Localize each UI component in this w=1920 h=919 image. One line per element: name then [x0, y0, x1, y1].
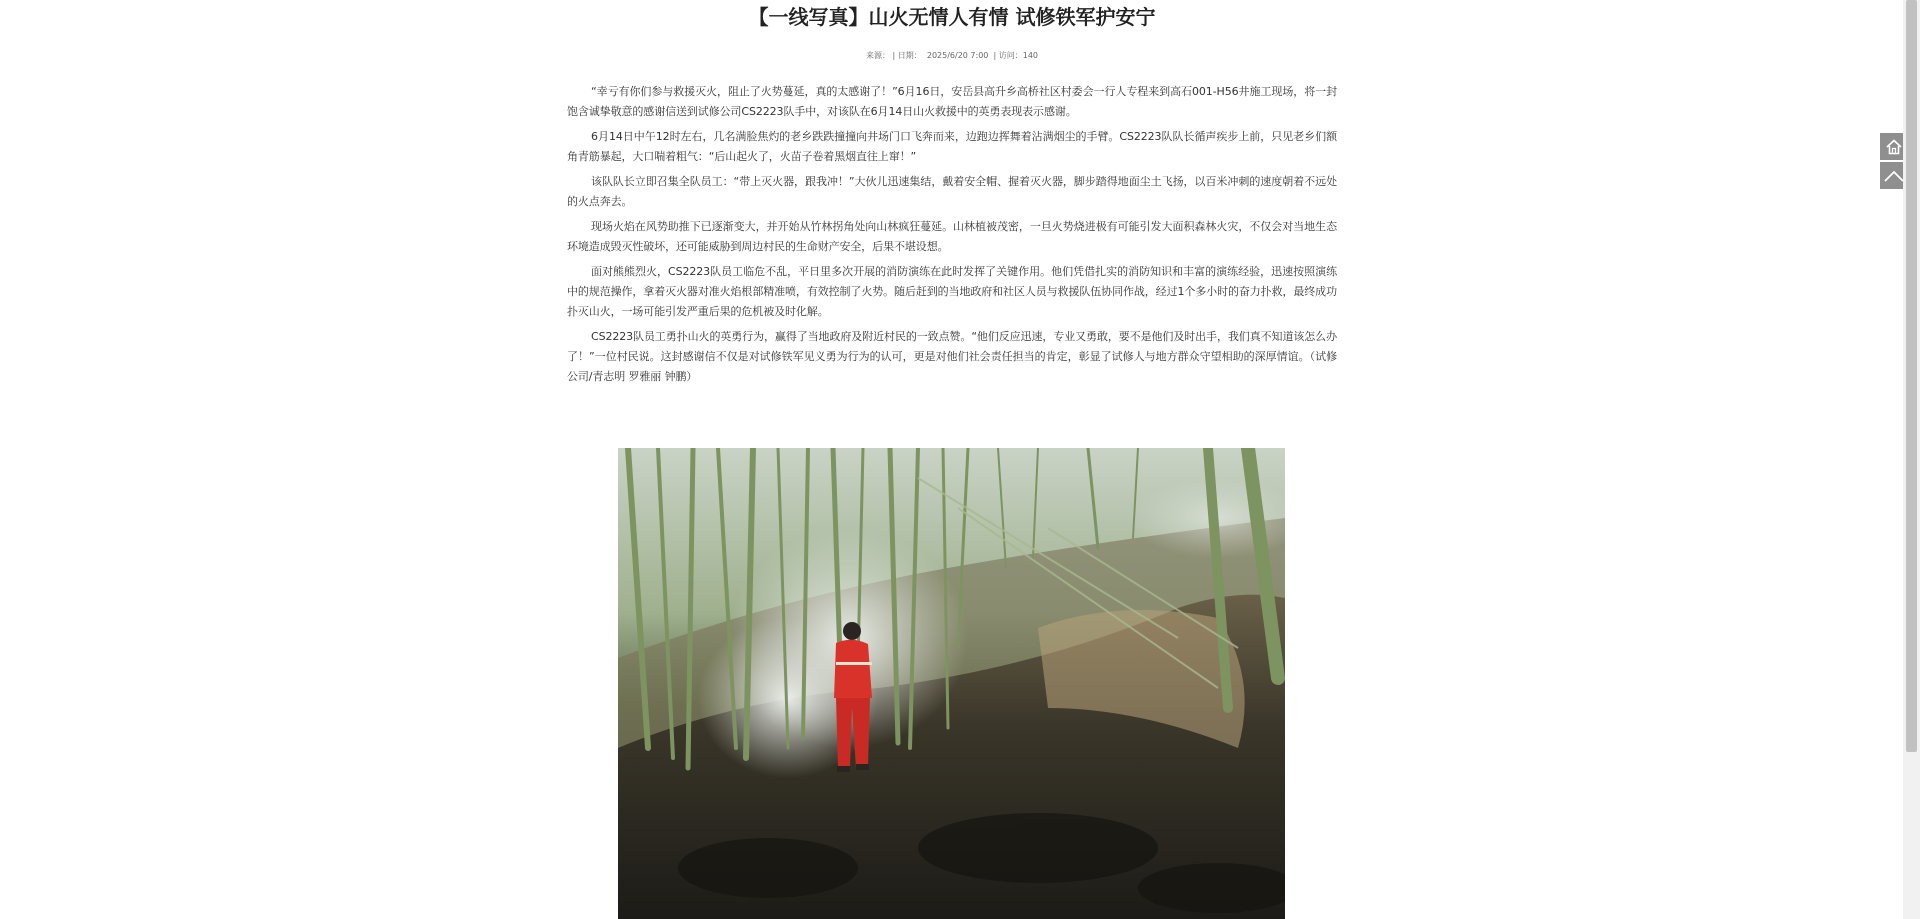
scrollbar-thumb[interactable] — [1906, 0, 1917, 752]
meta-visits: 140 — [1022, 51, 1039, 60]
paragraph: 6月14日中午12时左右，几名满脸焦灼的老乡跌跌撞撞向井场门口飞奔而来，边跑边挥舞着沾满烟尘的手臂。CS2223队队长循声疾步上前，只见老乡们额角青筋暴起，大口喘着粗气：“后山起火了，火苗子卷着黑烟直往上窜！” — [567, 130, 1337, 163]
article-title: 【一线写真】山火无情人有情 试修铁军护安宁 — [748, 5, 1156, 29]
chevron-up-icon — [1884, 169, 1904, 183]
paragraph: 面对熊熊烈火，CS2223队员工临危不乱，平日里多次开展的消防演练在此时发挥了关键作用。他们凭借扎实的消防知识和丰富的演练经验，迅速按照演练中的规范操作，拿着灭火器对准火焰根部精准喷，有效控制了火势。随后赶到的当地政府和社区人员与救援队伍协同作战，经过1个多小时的奋力扑救，最终成功扑灭山火，一场可能引发严重后果的危机被及时化解。 — [567, 265, 1337, 318]
paragraph: 现场火焰在风势助推下已逐渐变大，并开始从竹林拐角处向山林疯狂蔓延。山林植被茂密，一旦火势烧进极有可能引发大面积森林火灾，不仅会对当地生态环境造成毁灭性破坏，还可能威胁到周边村民的生命财产安全，后果不堪设想。 — [567, 220, 1337, 253]
meta-source-label: 来源： — [865, 51, 890, 60]
meta-date: 2025/6/20 7:00 — [926, 51, 989, 60]
bamboo-forest-firefighter-photo — [618, 448, 1285, 919]
article-meta — [567, 50, 1337, 62]
vertical-scrollbar[interactable] — [1903, 0, 1920, 919]
article-body — [567, 82, 1337, 387]
paragraph: CS2223队员工勇扑山火的英勇行为，赢得了当地政府及附近村民的一致点赞。“他们反应迅速，专业又勇敢，要不是他们及时出手，我们真不知道该怎么办了！”一位村民说。这封感谢信不仅是对试修铁军见义勇为行为的认可，更是对他们社会责任担当的肯定，彰显了试修人与地方群众守望相助的深厚情谊。（试修公司/青志明 罗雅丽 钟鹏） — [567, 330, 1337, 383]
article-container — [567, 0, 1337, 392]
meta-visits-label: | 访问： — [993, 51, 1023, 60]
meta-date-label: | 日期： — [892, 51, 922, 60]
home-icon — [1885, 138, 1903, 156]
paragraph: “幸亏有你们参与救援灭火，阻止了火势蔓延，真的太感谢了！”6月16日，安岳县高升乡高桥社区村委会一行人专程来到高石001-H56井施工现场，将一封饱含诚挚敬意的感谢信送到试修公司CS2223队手中，对该队在6月14日山火救援中的英勇表现表示感谢。 — [567, 85, 1337, 118]
paragraph: 该队队长立即召集全队员工：“带上灭火器，跟我冲！”大伙儿迅速集结，戴着安全帽、握着灭火器，脚步踏得地面尘土飞扬，以百米冲刺的速度朝着不远处的火点奔去。 — [567, 175, 1337, 208]
article-photo — [618, 448, 1285, 919]
